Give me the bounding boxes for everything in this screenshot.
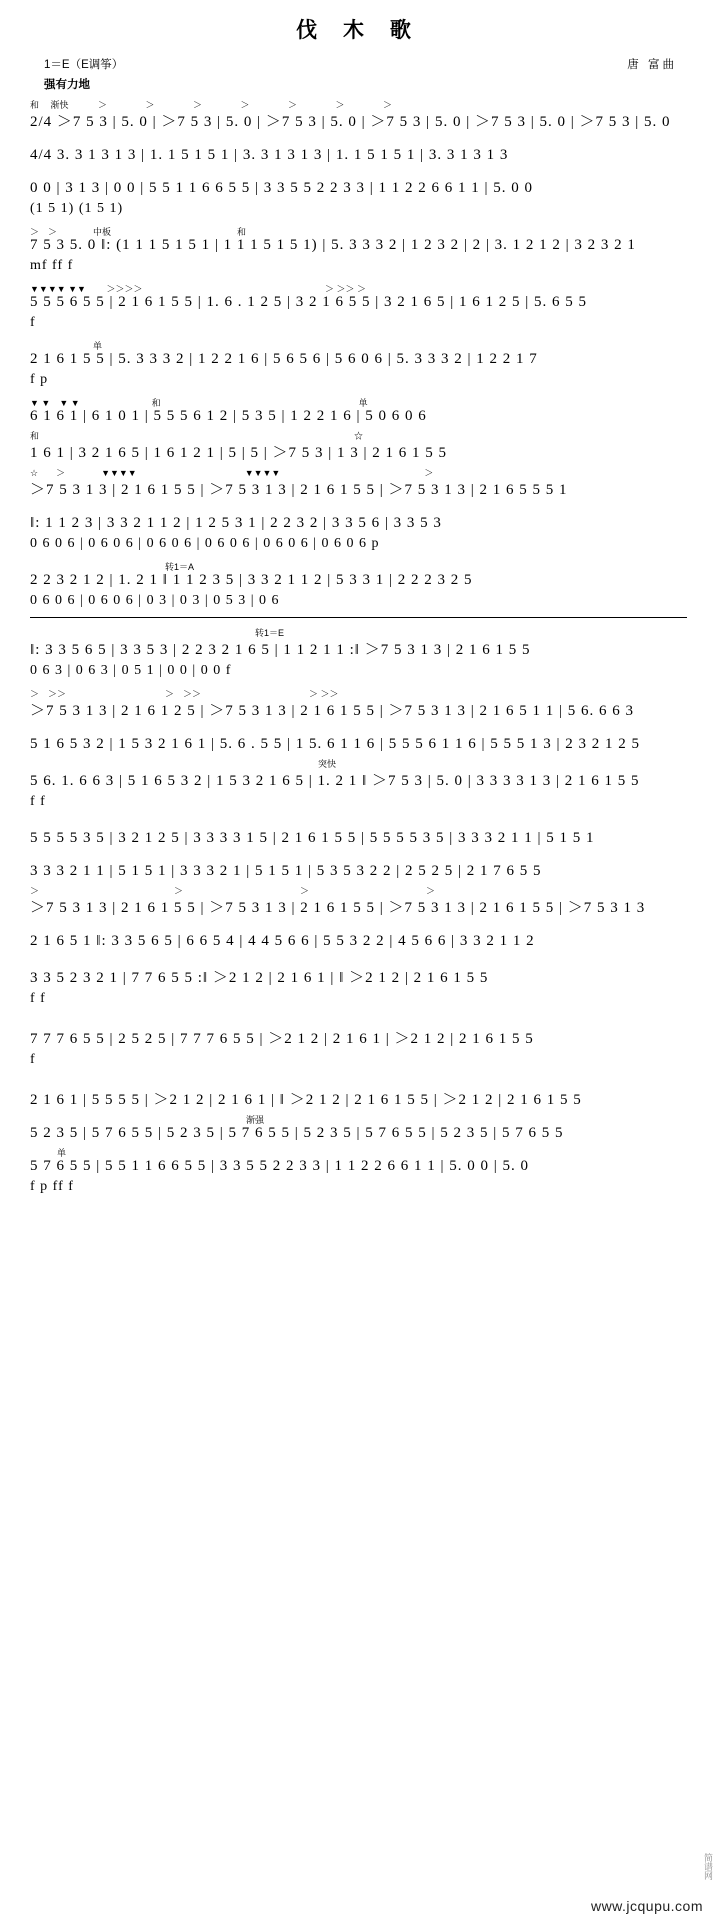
system-24-subnotes: f p ff f [30, 1179, 74, 1194]
system-15-notes: 5 6. 1. 6 6 3 | 5 1 6 5 3 2 | 1 5 3 2 1 6 5 | 1. 2 1 ‖ ＞7 5 3 | 5. 0 | 3 3 3 3 1 3 | 2 1 6 1 5 5 [30, 773, 640, 789]
system-21-subnotes: f [30, 1052, 36, 1067]
system-1-notes: 2/4 ＞7 5 3 | 5. 0 | ＞7 5 3 | 5. 0 | ＞7 5 3 | 5. 0 | ＞7 5 3 | 5. 0 | ＞7 5 3 | 5. 0 | ＞7 5 3 | 5. 0 [30, 114, 671, 130]
system-21-notes: 7 7 7 6 5 5 | 2 5 2 5 | 7 7 7 6 5 5 | ＞2 1 2 | 2 1 6 1 | ＞2 1 2 | 2 1 6 1 5 5 [30, 1031, 534, 1047]
system-18-notes: ＞7 5 3 1 3 | 2 1 6 1 5 5 | ＞7 5 3 1 3 | 2 1 6 1 5 5 | ＞7 5 3 1 3 | 2 1 6 1 5 5 | ＞7 5 3 1 3 [30, 900, 646, 916]
system-17-notes: 3 3 3 2 1 1 | 5 1 5 1 | 3 3 3 2 1 | 5 1 5 1 | 5 3 5 3 2 2 | 2 5 2 5 | 2 1 7 6 5 5 [30, 863, 542, 879]
system-4-marks: ＞ ＞ 中板 和 [30, 227, 247, 237]
system-19-marks [30, 921, 687, 933]
system-3-subnotes: (1 5 1) (1 5 1) [30, 201, 124, 216]
score-metadata [0, 54, 717, 98]
system-8-marks: 和 ☆ [30, 431, 364, 441]
system-22-marks [30, 1076, 687, 1088]
composer-credit: 唐 富曲 [627, 59, 677, 71]
system-9-notes: ＞7 5 3 1 3 | 2 1 6 1 5 5 | ＞7 5 3 1 3 | 2 1 6 1 5 5 | ＞7 5 3 1 3 | 2 1 6 5 5 5 1 [30, 482, 568, 498]
system-20-marks [30, 954, 687, 966]
system-1-marks: 和 渐快 ＞ ＞ ＞ ＞ ＞ ＞ ＞ [30, 100, 393, 110]
system-10-marks [30, 503, 687, 515]
system-23-notes: 5 2 3 5 | 5 7 6 5 5 | 5 2 3 5 | 5 7 6 5 5 | 5 2 3 5 | 5 7 6 5 5 | 5 2 3 5 | 5 7 6 5 5 [30, 1125, 564, 1141]
system-24-marks: 单 [30, 1148, 67, 1158]
system-20-notes: 3 3 5 2 3 2 1 | 7 7 6 5 5 :‖ ＞2 1 2 | 2 1 6 1 | ‖ ＞2 1 2 | 2 1 6 1 5 5 [30, 970, 489, 986]
system-11-marks: 转1＝A [30, 562, 195, 572]
system-18-marks: ＞ ＞ ＞ ＞ [30, 886, 436, 896]
system-20-subnotes: f f [30, 991, 46, 1006]
system-6-subnotes: f p [30, 372, 49, 387]
key-signature: 1＝E（E调筝） [44, 59, 124, 71]
system-15-subnotes: f f [30, 794, 46, 809]
system-8-notes: 1 6 1 | 3 2 1 6 5 | 1 6 1 2 1 | 5 | 5 | ＞7 5 3 | 1 3 | 2 1 6 1 5 5 [30, 445, 448, 461]
system-24-notes: 5 7 6 5 5 | 5 5 1 1 6 6 5 5 | 3 3 5 5 2 2 3 3 | 1 1 2 2 6 6 1 1 | 5. 0 0 | 5. 0 [30, 1158, 530, 1174]
side-watermark: 简谱网 [703, 1853, 713, 1880]
system-22-notes: 2 1 6 1 | 5 5 5 5 | ＞2 1 2 | 2 1 6 1 | ‖ ＞2 1 2 | 2 1 6 1 5 5 | ＞2 1 2 | 2 1 6 1 5 5 [30, 1092, 582, 1108]
system-23-marks: 渐强 [30, 1115, 265, 1125]
expression-marking: 强有力地 [44, 79, 90, 91]
system-4-subnotes: mf ff f [30, 258, 74, 273]
system-12-notes: ‖: 3 3 5 6 5 | 3 3 5 3 | 2 2 3 2 1 6 5 | 1 1 2 1 1 :‖ ＞7 5 3 1 3 | 2 1 6 1 5 5 [30, 642, 531, 658]
system-16-marks [30, 818, 687, 830]
system-15-marks: 突快 [30, 759, 337, 769]
system-13-notes: ＞7 5 3 1 3 | 2 1 6 1 2 5 | ＞7 5 3 1 3 | 2 1 6 1 5 5 | ＞7 5 3 1 3 | 2 1 6 5 1 1 | 5 6. 6 6 3 [30, 703, 635, 719]
system-4-notes: 7 5 3 5. 0 ‖: (1 1 1 5 1 5 1 | 1 1 1 5 1 5 1) | 5. 3 3 3 2 | 1 2 3 2 | 2 | 3. 1 2 1 2 | 3 2 3 2 1 [30, 237, 636, 253]
system-9-marks: ☆ ＞ ▼▼▼▼ ▼▼▼▼ ＞ [30, 468, 434, 478]
system-5-notes: 5 5 5 6 5 5 | 2 1 6 1 5 5 | 1. 6 . 1 2 5 | 3 2 1 6 5 5 | 3 2 1 6 5 | 1 6 1 2 5 | 5. 6 5 5 [30, 294, 588, 310]
system-6-notes: 2 1 6 1 5 5 | 5. 3 3 3 2 | 1 2 2 1 6 | 5 6 5 6 | 5 6 0 6 | 5. 3 3 3 2 | 1 2 2 1 7 [30, 351, 538, 367]
system-21-marks [30, 1015, 687, 1027]
system-11-subnotes: 0 6 0 6 | 0 6 0 6 | 0 3 | 0 3 | 0 5 3 | 0 6 [30, 593, 280, 608]
system-11-notes: 2 2 3 2 1 2 | 1. 2 1 ‖ 1 1 2 3 5 | 3 3 2 1 1 2 | 5 3 3 1 | 2 2 2 3 2 5 [30, 572, 473, 588]
system-2-notes: 4/4 3. 3 1 3 1 3 | 1. 1 5 1 5 1 | 3. 3 1 3 1 3 | 1. 1 5 1 5 1 | 3. 3 1 3 1 3 [30, 147, 509, 163]
system-12-subnotes: 0 6 3 | 0 6 3 | 0 5 1 | 0 0 | 0 0 f [30, 663, 232, 678]
system-3-notes: 0 0 | 3 1 3 | 0 0 | 5 5 1 1 6 6 5 5 | 3 3 5 5 2 2 3 3 | 1 1 2 2 6 6 1 1 | 5. 0 0 [30, 180, 534, 196]
system-10-notes: ‖: 1 1 2 3 | 3 3 2 1 1 2 | 1 2 5 3 1 | 2 2 3 2 | 3 3 5 6 | 3 3 5 3 [30, 515, 442, 531]
system-6-marks: 单 [30, 341, 103, 351]
system-14-notes: 5 1 6 5 3 2 | 1 5 3 2 1 6 1 | 5. 6 . 5 5 | 1 5. 6 1 1 6 | 5 5 5 6 1 1 6 | 5 5 5 1 3 | 2 3 2 1 2 5 [30, 736, 641, 752]
system-17-marks [30, 851, 687, 863]
system-5-subnotes: f [30, 315, 36, 330]
system-12-marks: 转1＝E [30, 628, 285, 638]
system-7-marks: ▼ ▼ ▼ ▼ 和 单 [30, 398, 368, 408]
system-7-notes: 6 1 6 1 | 6 1 0 1 | 5 5 5 6 1 2 | 5 3 5 | 1 2 2 1 6 | 5 0 6 0 6 [30, 408, 427, 424]
system-10-subnotes: 0 6 0 6 | 0 6 0 6 | 0 6 0 6 | 0 6 0 6 | 0 6 0 6 | 0 6 0 6 p [30, 536, 380, 551]
system-14-marks [30, 724, 687, 736]
section-divider [30, 617, 687, 618]
system-2-marks [30, 135, 687, 147]
system-16-notes: 5 5 5 5 3 5 | 3 2 1 2 5 | 3 3 3 3 1 5 | 2 1 6 1 5 5 | 5 5 5 5 3 5 | 3 3 3 2 1 1 | 5 1 5 1 [30, 830, 595, 846]
site-watermark: www.jcqupu.com [590, 1898, 703, 1914]
system-5-marks: ▼▼▼▼ ▼▼ ＞＞＞＞ ＞ ＞＞ ＞ [30, 284, 366, 294]
system-3-marks [30, 168, 687, 180]
system-13-marks: ＞ ＞＞ ＞ ＞＞ ＞ ＞＞ [30, 689, 339, 699]
system-19-notes: 2 1 6 5 1 ‖: 3 3 5 6 5 | 6 6 5 4 | 4 4 5 6 6 | 5 5 3 2 2 | 4 5 6 6 | 3 3 2 1 1 2 [30, 933, 535, 949]
page-title: 伐 木 歌 [296, 19, 421, 42]
